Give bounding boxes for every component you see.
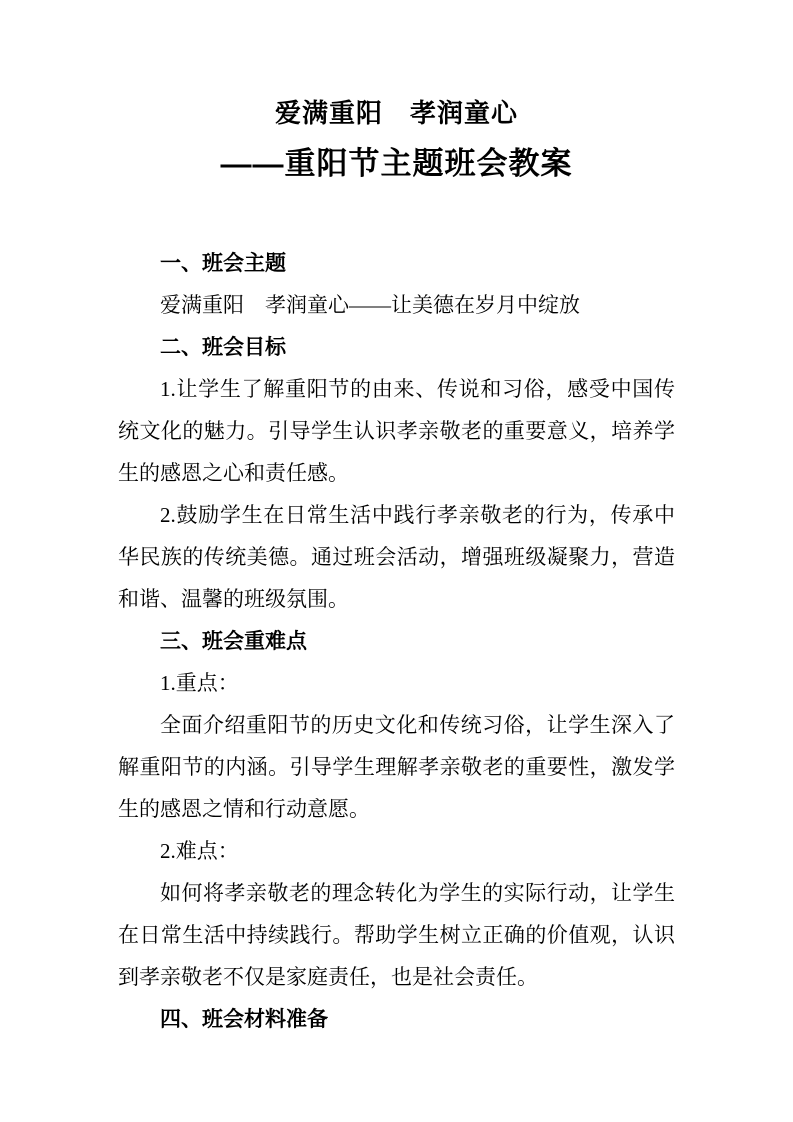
body-paragraph-difficulty-label: 2.难点： <box>160 839 239 863</box>
body-paragraph-goal-2: 2.鼓励学生在日常生活中践行孝亲敬老的行为，传承中华民族的传统美德。通过班会活动，增强班级凝聚力，营造和谐、温馨的班级氛围。 <box>118 503 675 611</box>
document-subtitle: ——重阳节主题班会教案 <box>220 146 573 181</box>
section-heading-key-points: 三、班会重难点 <box>160 629 307 653</box>
section-heading-materials: 四、班会材料准备 <box>160 1007 328 1031</box>
document-body <box>118 242 675 1040</box>
body-paragraph-key-point-detail: 全面介绍重阳节的历史文化和传统习俗，让学生深入了解重阳节的内涵。引导学生理解孝亲敬老的重要性，激发学生的感恩之情和行动意愿。 <box>118 713 675 821</box>
document-title: 爱满重阳 孝润童心 <box>274 99 518 128</box>
body-paragraph-goal-1: 1.让学生了解重阳节的由来、传说和习俗，感受中国传统文化的魅力。引导学生认识孝亲敬老的重要意义，培养学生的感恩之心和责任感。 <box>118 377 675 485</box>
section-heading-goals: 二、班会目标 <box>160 335 286 359</box>
body-paragraph-topic: 爱满重阳 孝润童心——让美德在岁月中绽放 <box>160 293 580 317</box>
body-paragraph-key-point-label: 1.重点： <box>160 671 239 695</box>
section-heading-topic: 一、班会主题 <box>160 251 286 275</box>
body-paragraph-difficulty-detail: 如何将孝亲敬老的理念转化为学生的实际行动，让学生在日常生活中持续践行。帮助学生树立正确的价值观，认识到孝亲敬老不仅是家庭责任，也是社会责任。 <box>118 881 675 989</box>
